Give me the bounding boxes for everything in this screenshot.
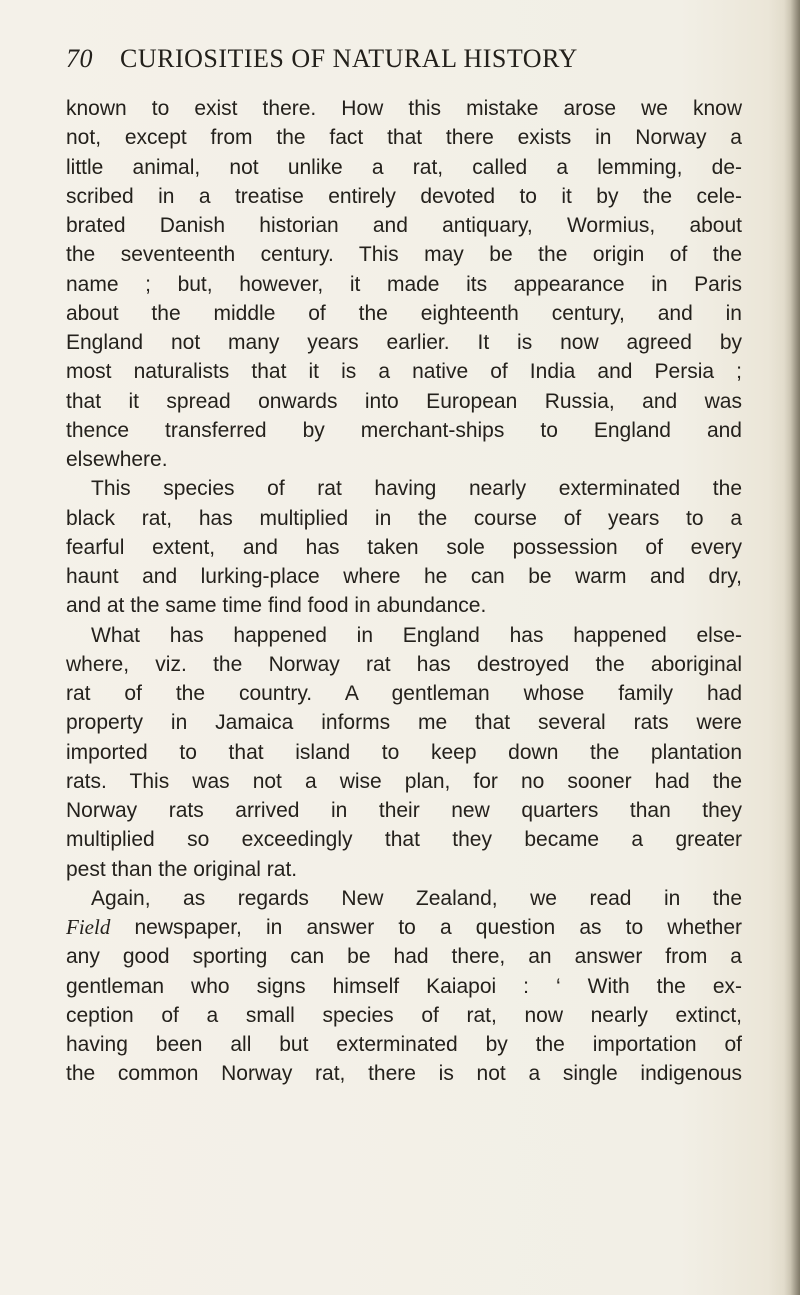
text-line: not, except from the fact that there exists in Norway a (66, 126, 742, 150)
italic-field-title: Field (66, 915, 111, 939)
text-line: rat of the country. A gentleman whose family had (66, 682, 742, 705)
running-title: CURIOSITIES OF NATURAL HISTORY (120, 44, 578, 73)
text-line: pest than the original rat. (66, 857, 298, 881)
text-line: that it spread onwards into European Russia, and was (66, 389, 742, 413)
text-line: name ; but, however, it made its appearance in Paris (66, 272, 742, 296)
text-line-rest: newspaper, in answer to a question as to whether (134, 916, 742, 939)
text-line: England not many years earlier. It is now agreed by (66, 331, 742, 354)
text-line: What has happened in England has happened else- (91, 623, 742, 647)
text-line: and at the same time find food in abundance. (66, 594, 487, 618)
running-header (66, 44, 756, 84)
text-line: fearful extent, and has taken sole possession of every (66, 535, 742, 559)
text-line: Norway rats arrived in their new quarters than they (66, 799, 742, 822)
text-line: black rat, has multiplied in the course of years to a (66, 506, 742, 530)
text-line: known to exist there. How this mistake arose we know (66, 97, 742, 120)
text-line: imported to that island to keep down the plantation (66, 740, 742, 764)
text-line: scribed in a treatise entirely devoted to it by the cele- (66, 184, 742, 208)
page-edge-shadow (784, 0, 800, 1295)
page-number: 70 (66, 44, 93, 73)
text-line: where, viz. the Norway rat has destroyed the aboriginal (66, 652, 742, 676)
text-line: about the middle of the eighteenth century, and in (66, 301, 742, 325)
text-line: any good sporting can be had there, an answer from a (66, 945, 742, 969)
text-line: ception of a small species of rat, now nearly extinct, (66, 1003, 742, 1027)
text-line: most naturalists that it is a native of India and Persia ; (66, 360, 742, 384)
text-line: brated Danish historian and antiquary, Wormius, about (66, 214, 742, 237)
text-line: property in Jamaica informs me that several rats were (66, 711, 742, 735)
text-line: the seventeenth century. This may be the origin of the (66, 243, 742, 267)
text-line: gentleman who signs himself Kaiapoi : ‘ With the ex- (66, 974, 742, 998)
body-text (66, 94, 742, 1089)
text-line: rats. This was not a wise plan, for no sooner had the (66, 769, 742, 793)
text-line: This species of rat having nearly exterminated the (91, 477, 742, 501)
text-line: little animal, not unlike a rat, called a lemming, de- (66, 155, 742, 179)
text-line: multiplied so exceedingly that they became a greater (66, 828, 742, 852)
text-line: having been all but exterminated by the importation of (66, 1033, 742, 1056)
text-line-with-italic (66, 913, 742, 942)
text-line: the common Norway rat, there is not a single indigenous (66, 1062, 742, 1086)
text-line: elsewhere. (66, 448, 168, 471)
text-line: haunt and lurking-place where he can be warm and dry, (66, 565, 742, 588)
text-line: thence transferred by merchant-ships to England and (66, 418, 742, 442)
text-line: Again, as regards New Zealand, we read in the (91, 886, 742, 910)
